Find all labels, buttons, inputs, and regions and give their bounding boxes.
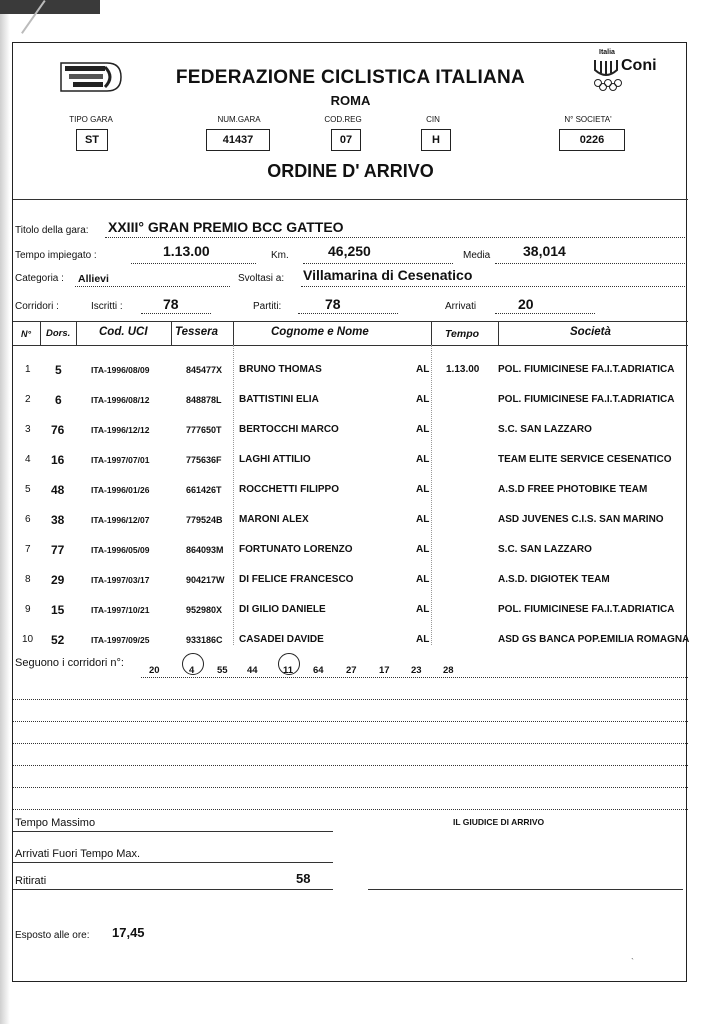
row-name: DI FELICE FRANCESCO [239, 574, 354, 585]
row-uci-code: ITA-1996/08/12 [91, 395, 150, 405]
row-name: FORTUNATO LORENZO [239, 544, 353, 555]
row-time: 1.13.00 [446, 364, 480, 375]
row-position: 8 [25, 574, 31, 585]
partiti-label: Partiti: [253, 301, 282, 312]
cin-value: H [421, 129, 451, 151]
col-divider [171, 321, 172, 345]
row-dorsale: 29 [51, 573, 65, 587]
col-head-dors: Dors. [46, 328, 71, 339]
row-category: AL [416, 364, 430, 375]
row-category: AL [416, 544, 430, 555]
blank-dotline [13, 765, 688, 766]
km-label: Km. [271, 250, 289, 261]
row-dorsale: 52 [51, 633, 65, 647]
row-societa: ASD GS BANCA POP.EMILIA ROMAGNA [498, 634, 690, 645]
iscritti-value: 78 [163, 296, 179, 312]
row-dorsale: 15 [51, 603, 65, 617]
row-societa: A.S.D FREE PHOTOBIKE TEAM [498, 484, 648, 495]
table-row [13, 595, 688, 625]
row-category: AL [416, 424, 430, 435]
arrivati-label: Arrivati [445, 301, 477, 312]
row-name: BATTISTINI ELIA [239, 394, 319, 405]
row-tessera: 845477X [186, 365, 223, 375]
col-head-num: N° [21, 329, 32, 339]
svolta-label: Svoltasi a: [238, 273, 285, 284]
col-divider [76, 321, 77, 345]
num-gara-label: NUM.GARA [217, 115, 261, 124]
row-tessera: 661426T [186, 485, 222, 495]
col-head-societa: Società [570, 326, 611, 338]
categoria-value: Allievi [78, 273, 109, 285]
row-position: 9 [25, 604, 31, 615]
num-gara-value: 41437 [206, 129, 270, 151]
blank-dotline [13, 787, 688, 788]
row-societa: ASD JUVENES C.I.S. SAN MARINO [498, 514, 664, 525]
tempo-value: 1.13.00 [163, 243, 210, 259]
km-dotline [303, 263, 453, 264]
col-head-uci: Cod. UCI [99, 326, 148, 338]
row-societa: POL. FIUMICINESE FA.I.T.ADRIATICA [498, 604, 675, 615]
row-dorsale: 38 [51, 513, 65, 527]
row-category: AL [416, 574, 430, 585]
row-position: 2 [25, 394, 31, 405]
table-row [13, 535, 688, 565]
row-dorsale: 16 [51, 453, 65, 467]
row-societa: TEAM ELITE SERVICE CESENATICO [498, 454, 672, 465]
seguono-label: Seguono i corridori n°: [15, 657, 124, 669]
row-uci-code: ITA-1996/08/09 [91, 365, 150, 375]
titolo-label: Titolo della gara: [15, 225, 89, 236]
header-divider [13, 199, 688, 200]
coni-logo [591, 49, 681, 93]
row-position: 10 [22, 634, 34, 645]
cod-reg-value: 07 [331, 129, 361, 151]
arrival-order-sheet [12, 42, 690, 982]
row-position: 5 [25, 484, 31, 495]
titolo-dotline [105, 237, 685, 238]
tempo-dotline [131, 263, 256, 264]
seguono-dotline [141, 677, 688, 678]
svolta-dotline [301, 286, 685, 287]
blank-dotline [13, 809, 688, 810]
row-uci-code: ITA-1997/03/17 [91, 575, 150, 585]
row-tessera: 777650T [186, 425, 222, 435]
federation-city: ROMA [330, 93, 371, 108]
iscritti-dotline [141, 313, 211, 314]
seguono-number: 55 [217, 665, 228, 676]
signature-line [368, 889, 683, 890]
row-dorsale: 76 [51, 423, 65, 437]
iscritti-label: Iscritti : [91, 301, 123, 312]
seguono-number: 64 [313, 665, 324, 676]
seguono-number: 27 [346, 665, 357, 676]
row-uci-code: ITA-1996/12/12 [91, 425, 150, 435]
row-societa: A.S.D. DIGIOTEK TEAM [498, 574, 610, 585]
row-societa: POL. FIUMICINESE FA.I.T.ADRIATICA [498, 364, 675, 375]
tempo-massimo-line [13, 831, 333, 832]
km-value: 46,250 [328, 243, 371, 259]
table-row [13, 475, 688, 505]
row-name: LAGHI ATTILIO [239, 454, 311, 465]
fuori-tempo-label: Arrivati Fuori Tempo Max. [15, 848, 141, 860]
titolo-value: XXIII° GRAN PREMIO BCC GATTEO [108, 219, 344, 235]
fuori-tempo-line [13, 862, 333, 863]
cod-reg-label: COD.REG [324, 115, 362, 124]
table-row [13, 355, 688, 385]
table-top-border [13, 321, 688, 322]
row-category: AL [416, 514, 430, 525]
row-dorsale: 6 [55, 393, 62, 407]
esposto-value: 17,45 [112, 925, 145, 940]
col-divider [40, 321, 41, 345]
giudice-label: IL GIUDICE DI ARRIVO [453, 817, 545, 827]
seguono-number: 20 [149, 665, 160, 676]
cin-label: CIN [426, 115, 440, 124]
blank-dotline [13, 721, 688, 722]
row-position: 7 [25, 544, 31, 555]
table-row [13, 565, 688, 595]
col-head-tempo: Tempo [445, 328, 480, 340]
societa-code-value: 0226 [559, 129, 625, 151]
row-name: ROCCHETTI FILIPPO [239, 484, 339, 495]
row-dorsale: 48 [51, 483, 65, 497]
row-tessera: 904217W [186, 575, 225, 585]
document-title: ORDINE D' ARRIVO [267, 161, 434, 181]
coni-emblem-icon [593, 58, 619, 78]
scan-shadow-left [0, 0, 10, 1024]
seguono-number-circled: 11 [283, 665, 294, 676]
ritirati-label: Ritirati [15, 875, 47, 887]
partiti-value: 78 [325, 296, 341, 312]
row-uci-code: ITA-1997/09/25 [91, 635, 150, 645]
row-category: AL [416, 454, 430, 465]
media-dotline [495, 263, 685, 264]
row-tessera: 952980X [186, 605, 223, 615]
row-societa: POL. FIUMICINESE FA.I.T.ADRIATICA [498, 394, 675, 405]
row-name: BRUNO THOMAS [239, 364, 322, 375]
scan-shadow-top [0, 0, 100, 14]
row-tessera: 933186C [186, 635, 223, 645]
row-uci-code: ITA-1997/07/01 [91, 455, 150, 465]
table-row [13, 415, 688, 445]
seguono-number-circled: 4 [189, 665, 195, 676]
col-head-nome: Cognome e Nome [271, 326, 369, 338]
seguono-number: 44 [247, 665, 258, 676]
col-divider [498, 321, 499, 345]
col-head-tessera: Tessera [175, 326, 219, 338]
row-position: 3 [25, 424, 31, 435]
row-position: 1 [25, 364, 31, 375]
arrivati-dotline [495, 313, 595, 314]
row-tessera: 779524B [186, 515, 223, 525]
tempo-label: Tempo impiegato : [15, 250, 97, 261]
coni-brand-text: Coni [621, 57, 657, 74]
esposto-label: Esposto alle ore: [15, 930, 90, 941]
row-name: DI GILIO DANIELE [239, 604, 326, 615]
ritirati-line [13, 889, 333, 890]
ritirati-value: 58 [296, 871, 311, 886]
arrivati-value: 20 [518, 296, 534, 312]
row-tessera: 775636F [186, 455, 222, 465]
partiti-dotline [298, 313, 398, 314]
row-uci-code: ITA-1996/05/09 [91, 545, 150, 555]
seguono-number: 17 [379, 665, 390, 676]
blank-dotline [13, 743, 688, 744]
corridori-label: Corridori : [15, 301, 59, 312]
row-category: AL [416, 634, 430, 645]
coni-italia-text: Italia [599, 49, 615, 56]
row-tessera: 864093M [186, 545, 224, 555]
table-row [13, 385, 688, 415]
federation-title: FEDERAZIONE CICLISTICA ITALIANA [175, 67, 526, 88]
handwritten-circle-mark [278, 653, 300, 675]
blank-dotline [13, 699, 688, 700]
tempo-massimo-label: Tempo Massimo [15, 817, 96, 829]
row-uci-code: ITA-1996/12/07 [91, 515, 150, 525]
categoria-label: Categoria : [15, 273, 64, 284]
tipo-gara-value: ST [76, 129, 108, 151]
table-row [13, 445, 688, 475]
row-position: 6 [25, 514, 31, 525]
scan-speck: ` [631, 957, 634, 967]
table-row [13, 505, 688, 535]
row-uci-code: ITA-1996/01/26 [91, 485, 150, 495]
row-name: BERTOCCHI MARCO [239, 424, 339, 435]
row-dorsale: 5 [55, 363, 62, 377]
col-divider [431, 321, 432, 345]
olympic-rings-icon [593, 79, 623, 91]
seguono-number: 28 [443, 665, 454, 676]
table-row [13, 625, 688, 655]
row-dorsale: 77 [51, 543, 65, 557]
media-value: 38,014 [523, 243, 566, 259]
row-tessera: 848878L [186, 395, 222, 405]
row-societa: S.C. SAN LAZZARO [498, 424, 592, 435]
table-header-border [13, 345, 688, 346]
media-label: Media [463, 250, 491, 261]
row-name: CASADEI DAVIDE [239, 634, 324, 645]
row-societa: S.C. SAN LAZZARO [498, 544, 592, 555]
row-name: MARONI ALEX [239, 514, 309, 525]
societa-code-label: N° SOCIETA' [564, 115, 612, 124]
col-divider [233, 321, 234, 345]
svolta-value: Villamarina di Cesenatico [303, 267, 473, 283]
row-position: 4 [25, 454, 31, 465]
row-uci-code: ITA-1997/10/21 [91, 605, 150, 615]
tipo-gara-label: TIPO GARA [69, 115, 113, 124]
row-category: AL [416, 484, 430, 495]
handwritten-circle-mark [182, 653, 204, 675]
categoria-dotline [75, 286, 230, 287]
seguono-number: 23 [411, 665, 422, 676]
row-category: AL [416, 604, 430, 615]
row-category: AL [416, 394, 430, 405]
